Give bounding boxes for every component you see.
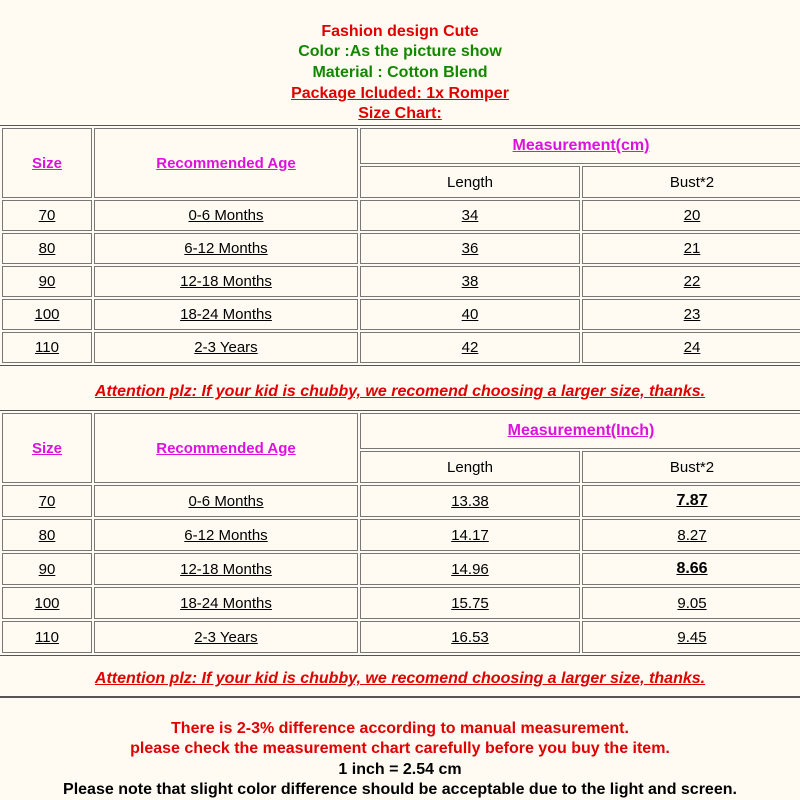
table-row [2,553,800,585]
cell-bust: 23 [582,299,800,330]
header-title: Fashion design Cute [321,23,479,40]
cell-size: 70 [2,200,92,231]
cell-size: 80 [2,519,92,551]
cell-size: 100 [2,299,92,330]
cell-size: 110 [2,332,92,363]
cell-age: 6-12 Months [94,233,358,264]
cm-size-header: Size [2,128,92,198]
cm-size-table [0,125,800,366]
table-row [2,621,800,653]
table-row [2,587,800,619]
cell-bust: 24 [582,332,800,363]
header-color: Color :As the picture show [298,43,502,60]
inch-measurement-header: Measurement(Inch) [360,413,800,449]
cell-bust: 9.05 [582,587,800,619]
cell-length: 14.96 [360,553,580,585]
table-row [2,299,800,330]
cell-bust: 9.45 [582,621,800,653]
cell-size: 70 [2,485,92,517]
cell-length: 40 [360,299,580,330]
cell-length: 14.17 [360,519,580,551]
table-row [2,332,800,363]
cell-age: 0-6 Months [94,200,358,231]
header-size-chart: Size Chart: [358,105,442,122]
cell-length: 36 [360,233,580,264]
inch-length-header: Length [360,451,580,483]
cell-size: 90 [2,553,92,585]
cell-length: 13.38 [360,485,580,517]
header-package: Package Icluded: 1x Romper [291,85,509,102]
table-row [2,485,800,517]
cell-age: 2-3 Years [94,332,358,363]
table-row [2,200,800,231]
cell-length: 42 [360,332,580,363]
footer-color-note: Please note that slight color difference should be acceptable due to the light and screen. [63,781,737,798]
divider [0,696,800,698]
cell-bust: 20 [582,200,800,231]
header-material: Material : Cotton Blend [312,64,488,81]
cell-age: 6-12 Months [94,519,358,551]
cell-age: 0-6 Months [94,485,358,517]
cell-size: 110 [2,621,92,653]
footer-inch-conversion: 1 inch = 2.54 cm [338,761,462,778]
cell-size: 100 [2,587,92,619]
cm-length-header: Length [360,166,580,198]
cm-measurement-header: Measurement(cm) [360,128,800,164]
cell-length: 34 [360,200,580,231]
cell-bust: 7.87 [582,485,800,517]
cell-size: 90 [2,266,92,297]
table-row [2,233,800,264]
footer-difference-note: There is 2-3% difference according to manual measurement. [171,720,629,737]
attention-note-cm: Attention plz: If your kid is chubby, we recomend choosing a larger size, thanks. [94,383,706,400]
cell-length: 16.53 [360,621,580,653]
cell-age: 12-18 Months [94,553,358,585]
cell-length: 15.75 [360,587,580,619]
attention-note-inch: Attention plz: If your kid is chubby, we recomend choosing a larger size, thanks. [94,670,706,687]
cell-length: 38 [360,266,580,297]
footer-check-chart-note: please check the measurement chart carefully before you buy the item. [130,740,670,757]
cm-bust-header: Bust*2 [582,166,800,198]
inch-size-header: Size [2,413,92,483]
inch-size-table [0,410,800,656]
inch-bust-header: Bust*2 [582,451,800,483]
cell-age: 2-3 Years [94,621,358,653]
cell-bust: 22 [582,266,800,297]
table-row [2,519,800,551]
cell-bust: 8.66 [582,553,800,585]
cell-bust: 21 [582,233,800,264]
cell-age: 12-18 Months [94,266,358,297]
cell-size: 80 [2,233,92,264]
table-row [2,266,800,297]
cell-age: 18-24 Months [94,587,358,619]
inch-age-header: Recommended Age [94,413,358,483]
cell-bust: 8.27 [582,519,800,551]
cell-age: 18-24 Months [94,299,358,330]
cm-age-header: Recommended Age [94,128,358,198]
